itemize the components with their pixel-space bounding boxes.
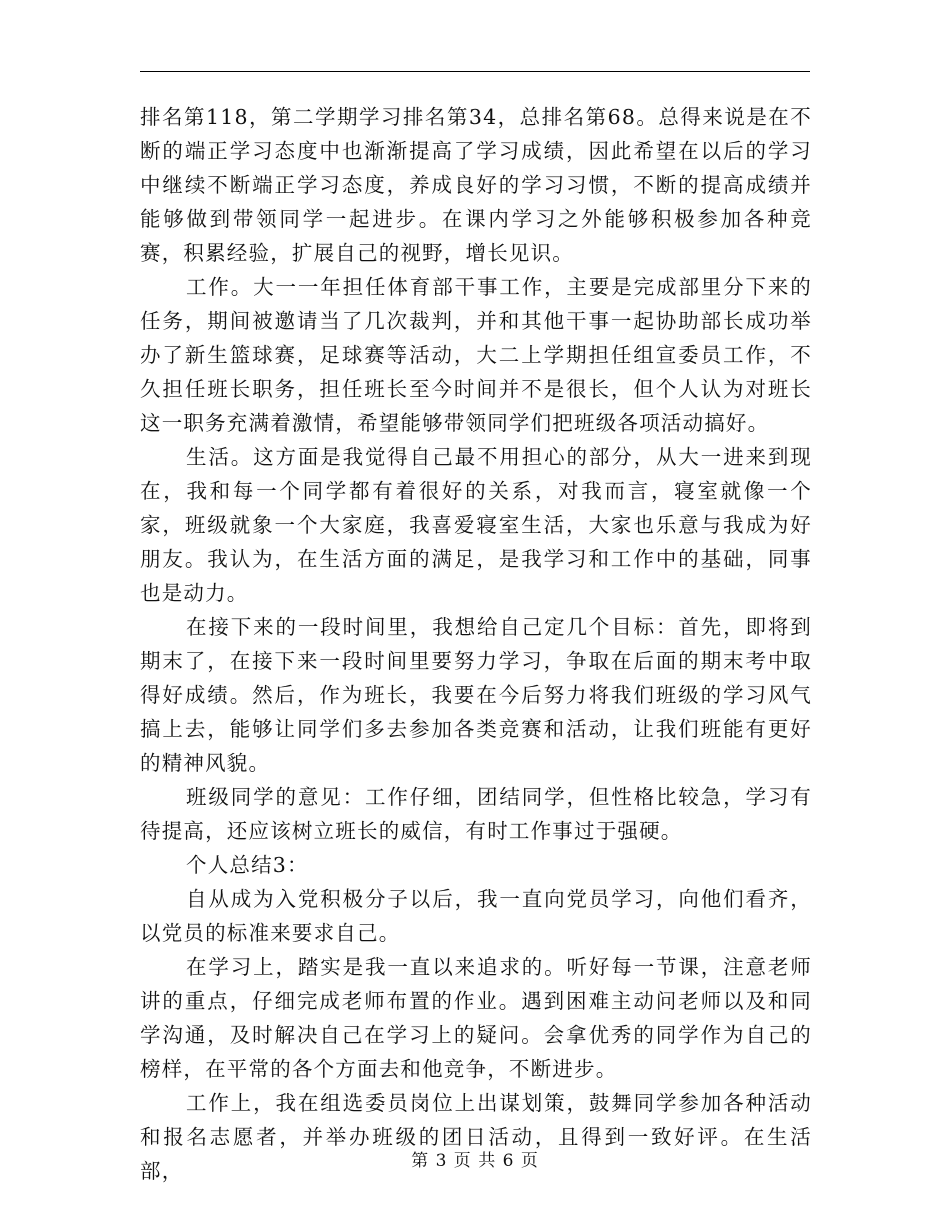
footer-suffix: 页 (520, 1151, 539, 1171)
footer-middle: 页 共 (453, 1151, 497, 1171)
section-heading: 个人总结3： (186, 853, 309, 877)
paragraph: 排名第118，第二学期学习排名第34，总排名第68。总得来说是在不断的端正学习态度中也渐渐提高了学习成绩，因此希望在以后的学习中继续不断端正学习态度，养成良好的学习习惯，不断的提高成绩并能够做到带领同学一起进步。在课内学习之外能够积极参加各种竞赛，积累经验，扩展自己的视野，增长见识。 (140, 105, 812, 265)
page-footer (0, 1146, 950, 1171)
paragraph: 班级同学的意见：工作仔细，团结同学，但性格比较急，学习有待提高，还应该树立班长的威信，有时工作事过于强硬。 (140, 785, 812, 843)
paragraph: 工作。大一一年担任体育部干事工作，主要是完成部里分下来的任务，期间被邀请当了几次裁判，并和其他干事一起协助部长成功举办了新生篮球赛，足球赛等活动，大二上学期担任组宣委员工作，不久担任班长职务，担任班长至今时间并不是很长，但个人认为对班长这一职务充满着激情，希望能够带领同学们把班级各项活动搞好。 (140, 275, 812, 435)
paragraph: 在学习上，踏实是我一直以来追求的。听好每一节课，注意老师讲的重点，仔细完成老师布置的作业。遇到困难主动问老师以及和同学沟通，及时解决自己在学习上的疑问。会拿优秀的同学作为自己的榜样，在平常的各个方面去和他竞争，不断进步。 (140, 955, 812, 1081)
total-pages-number: 6 (502, 1151, 515, 1171)
body-text (140, 100, 812, 1188)
paragraph: 生活。这方面是我觉得自己最不用担心的部分，从大一进来到现在，我和每一个同学都有着很好的关系，对我而言，寝室就像一个家，班级就象一个大家庭，我喜爱寝室生活，大家也乐意与我成为好朋友。我认为，在生活方面的满足，是我学习和工作中的基础，同事也是动力。 (140, 445, 812, 605)
footer-prefix: 第 (411, 1151, 430, 1171)
paragraph: 在接下来的一段时间里，我想给自己定几个目标：首先，即将到期末了，在接下来一段时间里要努力学习，争取在后面的期末考中取得好成绩。然后，作为班长，我要在今后努力将我们班级的学习风气搞上去，能够让同学们多去参加各类竞赛和活动，让我们班能有更好的精神风貌。 (140, 615, 812, 775)
paragraph: 自从成为入党积极分子以后，我一直向党员学习，向他们看齐，以党员的标准来要求自己。 (140, 887, 812, 945)
current-page-number: 3 (435, 1151, 448, 1171)
header-rule (140, 71, 810, 72)
paragraph: 工作上，我在组选委员岗位上出谋划策，鼓舞同学参加各种活动和报名志愿者，并举办班级的团日活动，且得到一致好评。在生活部， (140, 1091, 812, 1183)
